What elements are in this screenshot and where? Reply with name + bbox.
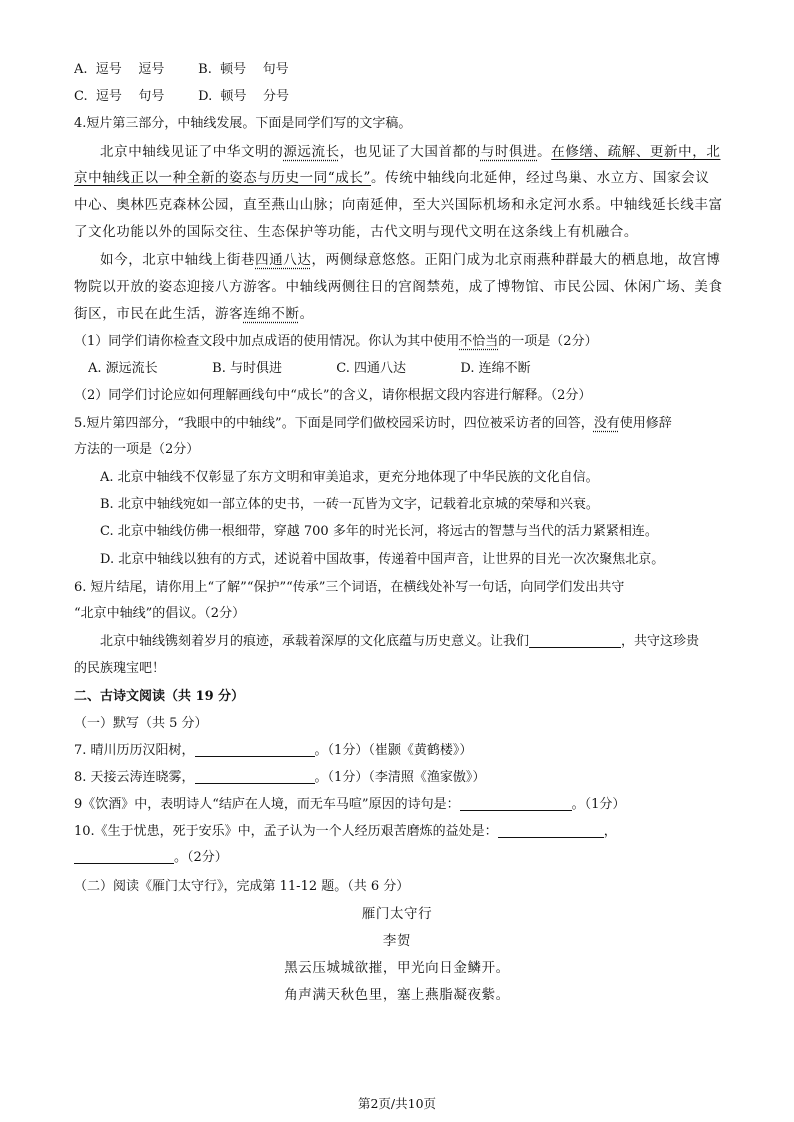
- q4-option-b: B. 与时俱进: [212, 361, 282, 376]
- poem-title: 雁门太守行: [361, 906, 433, 922]
- q10-row-1: [74, 820, 724, 844]
- q4-passage-p1-line2: [74, 166, 724, 190]
- question-text: 8. 天接云涛连晓雾，: [74, 770, 195, 785]
- q9-answer-blank[interactable]: [460, 795, 572, 811]
- dotted-idiom-a: 源远流长: [283, 144, 340, 160]
- q4-stem: 4.短片第三部分，中轴线发展。下面是同学们写的文字稿。: [74, 116, 412, 131]
- question-text: 7. 晴川历历汉阳树，: [74, 743, 195, 758]
- passage-text: 。: [537, 144, 552, 160]
- q3-options-row-1: [74, 58, 724, 82]
- passage-text: ，也见证了大国首都的: [339, 144, 481, 160]
- question-text: ，: [603, 824, 617, 839]
- dotted-idiom-b: 与时俱进: [480, 144, 538, 160]
- q6-stem-line2: “北京中轴线”的倡议。（2分）: [74, 606, 246, 621]
- question-text: 。（2分）: [174, 850, 228, 865]
- passage-text: 。传统中轴线向北延伸，经过鸟巢、水立方、国家会议: [371, 170, 710, 186]
- q5-option-a: A. 北京中轴线不仅彰显了东方文明和审美追求，更充分地体现了中华民族的文化自信。: [100, 470, 599, 485]
- q4-option-d: D. 连绵不断: [460, 361, 531, 376]
- q6-paragraph-line1: [100, 630, 726, 654]
- question-text: 9《饮酒》中，表明诗人“结庐在人境，而无车马喧”原因的诗句是：: [74, 797, 460, 812]
- q5-option-b: B. 北京中轴线宛如一部立体的史书，一砖一瓦皆为文字，记载着北京城的荣辱和兴衰。: [100, 497, 599, 512]
- q4-sub1-stem: [74, 330, 724, 354]
- question-text: 的一项是（2分）: [498, 334, 598, 349]
- question-text: 。（1分）（崔颢《黄鹤楼》）: [314, 743, 473, 758]
- poem-author: 李贺: [382, 933, 412, 949]
- q4-passage-p1-line3: 中心、奥林匹克森林公园，直至燕山山脉；向南延伸，至大兴国际机场和永定河水系。中轴线延长线丰富: [74, 197, 723, 213]
- q4-passage-p2-line3: [74, 302, 724, 326]
- q9-row: [74, 793, 724, 817]
- emphasis-text: 没有: [593, 416, 620, 431]
- underlined-sentence: 京中轴线正以一种全新的姿态与历史一同“成长”: [74, 170, 372, 186]
- emphasis-text: 不恰当: [459, 334, 499, 349]
- q5-option-d: D. 北京中轴线以独有的方式，述说着中国故事，传递着中国声音，让世界的目光一次次聚焦北京。: [100, 552, 665, 567]
- q10-row-2: [74, 846, 724, 870]
- q7-row: [74, 739, 724, 763]
- q6-stem-line1: 6. 短片结尾，请你用上“了解”“保护”“传承”三个词语，在横线处补写一句话，向同学们发出共守: [74, 580, 625, 595]
- passage-text: ，共守这珍贵: [621, 634, 700, 649]
- passage-text: ，两侧绿意悠悠。正阳门成为北京雨燕种群最大的栖息地，故宫博: [311, 252, 721, 268]
- question-text: 10.《生于忧患，死于安乐》中，孟子认为一个人经历艰苦磨炼的益处是：: [74, 824, 498, 839]
- q7-answer-blank[interactable]: [195, 741, 315, 757]
- q5-option-c: C. 北京中轴线仿佛一根细带，穿越 700 多年的时光长河，将远古的智慧与当代的活力紧紧相连。: [100, 524, 658, 539]
- page-number-footer: 第2页/共10页: [357, 1096, 437, 1111]
- question-text: 。（1分）（李清照《渔家傲》）: [314, 770, 486, 785]
- q4-sub2-stem: （2）同学们讨论应如何理解画线句中“成长”的含义，请你根据文段内容进行解释。（2分）: [74, 388, 592, 403]
- q4-option-c: C. 四通八达: [336, 361, 407, 376]
- section-2-part2-title: （二）阅读《雁门太守行》，完成第 11-12 题。（共 6 分）: [74, 879, 410, 894]
- q3-option-b: B. 顿号 句号: [198, 62, 289, 77]
- question-text: 使用修辞: [619, 416, 672, 431]
- section-2-part1-title: （一）默写（共 5 分）: [74, 716, 208, 731]
- q3-option-c: C. 逗号 句号: [74, 89, 165, 104]
- q8-row: [74, 766, 724, 790]
- dotted-idiom-c: 四通八达: [255, 252, 312, 268]
- q4-passage-p1-line1: [100, 140, 726, 164]
- passage-text: 。: [299, 306, 314, 322]
- passage-text: 街区，市民在此生活，游客: [74, 306, 244, 322]
- q10-answer-blank-2[interactable]: [74, 848, 174, 864]
- q10-answer-blank-1[interactable]: [498, 822, 604, 838]
- q3-options-row-2: [74, 85, 724, 109]
- question-text: （1）同学们请你检查文段中加点成语的使用情况。你认为其中使用: [74, 334, 460, 349]
- q4-passage-p1-line4: 了文化功能以外的国际交往、生态保护等功能，古代文明与现代文明在这条线上有机融合。: [74, 224, 638, 240]
- q4-passage-p2-line1: [100, 248, 726, 272]
- passage-text: 如今，北京中轴线上街巷: [100, 252, 256, 268]
- poem-line-2: 角声满天秋色里，塞上燕脂凝夜紫。: [284, 987, 510, 1003]
- underlined-sentence: 在修缮、疏解、更新中，北: [551, 144, 721, 160]
- question-text: 5.短片第四部分，“我眼中的中轴线”。下面是同学们做校园采访时，四位被采访者的回答，: [74, 416, 594, 431]
- q6-answer-blank[interactable]: [529, 632, 621, 648]
- dotted-idiom-d: 连绵不断: [243, 306, 300, 322]
- q3-option-a: A. 逗号 逗号: [74, 62, 165, 77]
- question-text: 。（1分）: [571, 797, 626, 812]
- q4-sub1-options: [88, 357, 738, 381]
- poem-line-1: 黑云压城城欲摧，甲光向日金鳞开。: [284, 960, 510, 976]
- q8-answer-blank[interactable]: [195, 768, 315, 784]
- q4-passage-p2-line2: 物院以开放的姿态迎接八方游客。中轴线两侧往日的宫阁禁苑，成了博物馆、市民公园、休闲广场、美食: [74, 279, 723, 295]
- q5-stem-line2: 方法的一项是（2分）: [74, 442, 200, 457]
- q4-option-a: A. 源远流长: [88, 361, 158, 376]
- q5-stem-line1: [74, 412, 724, 436]
- section-2-title: 二、古诗文阅读（共 19 分）: [74, 689, 245, 704]
- q3-option-d: D. 顿号 分号: [198, 89, 290, 104]
- q6-paragraph-line2: 的民族瑰宝吧！: [74, 661, 166, 676]
- passage-text: 北京中轴线见证了中华文明的: [100, 144, 284, 160]
- passage-text: 北京中轴线镌刻着岁月的痕迹，承载着深厚的文化底蕴与历史意义。让我们: [100, 634, 530, 649]
